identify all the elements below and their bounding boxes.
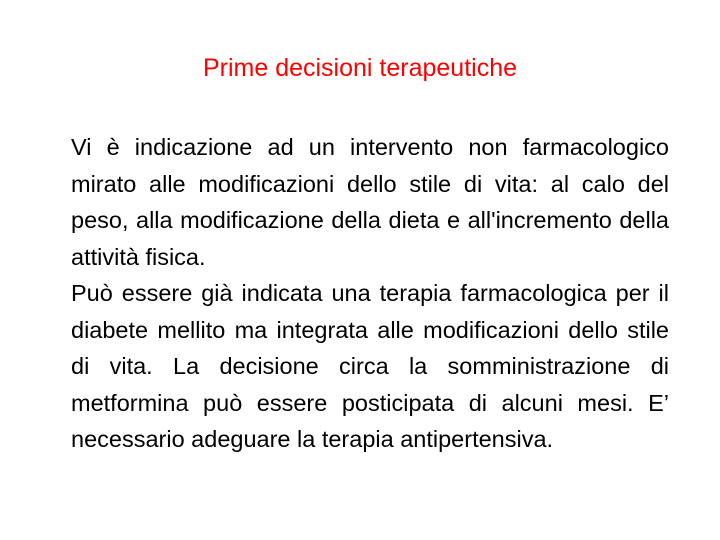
body-paragraph-pharmacological: Può essere già indicata una terapia farmacologica per il diabete mellito ma integrata alle modificazioni dello stile di vita. La decisione circa la somministrazione di metformina può essere posticipata di alcuni mesi. E’ necessario adeguare la terapia antipertensiva.: [71, 280, 669, 452]
slide-body: [71, 129, 669, 458]
body-paragraph-lifestyle: Vi è indicazione ad un intervento non farmacologico mirato alle modificazioni dello stile di vita: al calo del peso, alla modificazione della dieta e all'incremento della attività fisica.: [71, 134, 669, 270]
slide-title: Prime decisioni terapeutiche: [202, 54, 518, 82]
